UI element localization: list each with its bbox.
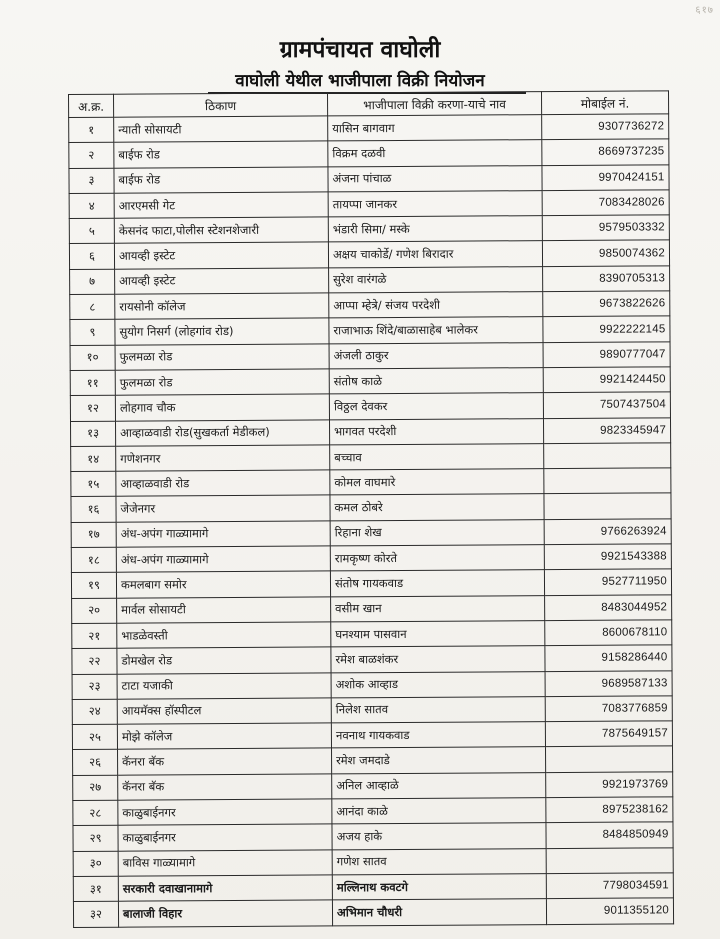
cell-location: आरएमसी गेट: [114, 192, 328, 219]
table-row: [69, 190, 669, 219]
page-subtitle: वाघोली येथील भाजीपाला विक्री नियोजन: [235, 71, 485, 91]
cell-serial-number: १: [69, 117, 114, 143]
cell-mobile-number: 9850074362: [542, 240, 669, 266]
table-row: [70, 266, 670, 295]
cell-mobile-number: [545, 746, 672, 772]
cell-serial-number: १९: [71, 573, 116, 599]
cell-location: फुलमळा रोड: [115, 369, 329, 396]
cell-serial-number: २२: [72, 648, 117, 674]
cell-mobile-number: [544, 443, 671, 469]
cell-vendor-name: विठ्ठल देवकर: [329, 393, 543, 420]
cell-serial-number: २८: [73, 800, 118, 826]
cell-location: मार्वल सोसायटी: [117, 597, 331, 624]
table-row: [73, 797, 673, 826]
cell-vendor-name: आनंदा काळे: [332, 798, 546, 825]
cell-vendor-name: रिहाना शेख: [330, 519, 544, 546]
cell-serial-number: १२: [70, 395, 115, 421]
cell-vendor-name: मल्लिनाथ कवटगे: [332, 873, 546, 900]
cell-vendor-name: भागवत परदेशी: [329, 418, 543, 445]
cell-mobile-number: 7875649157: [545, 721, 672, 747]
table-row: [71, 519, 671, 548]
cell-mobile-number: 9766263924: [544, 519, 671, 545]
cell-mobile-number: 8484850949: [546, 822, 673, 848]
cell-vendor-name: अक्षय चाकोर्डे/ गणेश बिरादार: [328, 241, 542, 268]
cell-mobile-number: 9922222145: [543, 316, 670, 342]
cell-location: कॅनरा बॅक: [118, 748, 332, 775]
table-row: [72, 594, 672, 623]
cell-mobile-number: 7083776859: [545, 696, 672, 722]
cell-location: कमलबाग समोर: [116, 571, 330, 598]
cell-location: सुयोग निसर्ग (लोहगांव रोड): [115, 318, 329, 345]
table-row: [70, 392, 670, 421]
cell-vendor-name: कमल ठोबरे: [330, 494, 544, 521]
cell-mobile-number: 9970424151: [542, 164, 669, 190]
table-row: [73, 847, 673, 876]
cell-vendor-name: भंडारी सिमा/ मस्के: [328, 216, 542, 243]
cell-location: रायसोनी कॉलेज: [115, 293, 329, 320]
cell-mobile-number: 8600678110: [545, 620, 672, 646]
table-row: [72, 696, 672, 725]
cell-location: अंध-अपंग गाळ्यामागे: [116, 546, 330, 573]
cell-mobile-number: 9890777047: [543, 341, 670, 367]
cell-mobile-number: [544, 493, 671, 519]
cell-location: डोमखेल रोड: [117, 647, 331, 674]
cell-mobile-number: 9689587133: [545, 670, 672, 696]
column-header-location: ठिकाण: [114, 93, 328, 117]
cell-location: बाईफ रोड: [114, 167, 328, 194]
cell-mobile-number: 9921424450: [543, 367, 670, 393]
cell-vendor-name: अभिमान चौधरी: [332, 899, 546, 926]
cell-mobile-number: 9921543388: [544, 544, 671, 570]
cell-serial-number: १८: [71, 547, 116, 573]
cell-vendor-name: घनश्याम पासवान: [331, 621, 545, 648]
cell-location: बाविस गाळ्यामागे: [118, 850, 332, 877]
cell-vendor-name: विक्रम दळवी: [328, 140, 542, 167]
cell-vendor-name: रामकृष्ण कोरते: [330, 545, 544, 572]
cell-location: टाटा यजाकी: [117, 672, 331, 699]
cell-serial-number: १५: [71, 471, 116, 497]
table-row: [69, 215, 669, 244]
cell-location: बालाजी विहार: [118, 900, 332, 927]
table-row: [71, 544, 671, 573]
cell-vendor-name: अंजली ठाकुर: [329, 342, 543, 369]
cell-mobile-number: [544, 468, 671, 494]
cell-serial-number: ७: [70, 269, 115, 295]
table-row: [72, 645, 672, 674]
cell-vendor-name: बच्चाव: [330, 443, 544, 470]
cell-serial-number: ३२: [73, 901, 118, 927]
cell-serial-number: २७: [73, 775, 118, 801]
cell-mobile-number: 9673822626: [543, 291, 670, 317]
table-row: [70, 291, 670, 320]
table-row: [71, 468, 671, 497]
cell-serial-number: २३: [72, 674, 117, 700]
cell-vendor-name: तायप्पा जानकर: [328, 190, 542, 217]
cell-location: कॅनरा बॅक: [118, 774, 332, 801]
cell-serial-number: २६: [73, 750, 118, 776]
cell-vendor-name: संतोष काळे: [329, 368, 543, 395]
cell-vendor-name: अंजना पांचाळ: [328, 165, 542, 192]
cell-location: लोहगाव चौक: [115, 394, 329, 421]
cell-mobile-number: 9011355120: [546, 898, 673, 924]
cell-location: न्याती सोसायटी: [114, 116, 328, 143]
cell-location: मोझे कॉलेज: [117, 723, 331, 750]
cell-location: अंध-अपंग गाळ्यामागे: [116, 521, 330, 548]
cell-location: फुलमळा रोड: [115, 344, 329, 371]
table-row: [70, 417, 670, 446]
cell-location: आयव्ही इस्टेट: [115, 268, 329, 295]
cell-serial-number: ९: [70, 320, 115, 346]
cell-serial-number: ३०: [73, 851, 118, 877]
cell-mobile-number: 9921973769: [546, 772, 673, 798]
cell-location: आयव्ही इस्टेट: [114, 242, 328, 269]
table-row: [70, 341, 670, 370]
table-row: [69, 114, 669, 143]
cell-mobile-number: 8390705313: [543, 266, 670, 292]
table-row: [69, 240, 669, 269]
cell-location: काळुबाईनगर: [118, 799, 332, 826]
cell-location: भाडळेवस्ती: [117, 622, 331, 649]
cell-vendor-name: अशोक आव्हाड: [331, 671, 545, 698]
cell-serial-number: ११: [70, 370, 115, 396]
table-row: [71, 569, 671, 598]
cell-vendor-name: यासिन बागवाग: [328, 115, 542, 142]
cell-serial-number: २९: [73, 826, 118, 852]
cell-serial-number: २०: [72, 598, 117, 624]
cell-vendor-name: गणेश सातव: [332, 848, 546, 875]
cell-vendor-name: नवनाथ गायकवाड: [331, 722, 545, 749]
cell-mobile-number: 7083428026: [542, 190, 669, 216]
cell-mobile-number: 9823345947: [543, 417, 670, 443]
cell-location: जेजेनगर: [116, 495, 330, 522]
page-title: ग्रामपंचायत वाघोली: [279, 37, 441, 63]
cell-mobile-number: 7507437504: [543, 392, 670, 418]
table-row: [71, 493, 671, 522]
cell-serial-number: १०: [70, 345, 115, 371]
cell-serial-number: २: [69, 143, 114, 169]
cell-serial-number: ८: [70, 294, 115, 320]
cell-serial-number: १६: [71, 497, 116, 523]
table-row: [72, 620, 672, 649]
cell-vendor-name: रमेश जमदाडे: [332, 747, 546, 774]
cell-serial-number: ४: [69, 193, 114, 219]
cell-vendor-name: अनिल आव्हाळे: [332, 772, 546, 799]
cell-mobile-number: 9158286440: [545, 645, 672, 671]
cell-vendor-name: आप्पा म्हेत्रे/ संजय परदेशी: [329, 292, 543, 319]
cell-mobile-number: 9527711950: [544, 569, 671, 595]
cell-mobile-number: 9579503332: [542, 215, 669, 241]
column-header-mobile: मोबाईल नं.: [541, 91, 668, 115]
cell-location: सरकारी दवाखानामागे: [118, 875, 332, 902]
table-row: [73, 772, 673, 801]
cell-serial-number: ५: [69, 218, 114, 244]
cell-vendor-name: राजाभाऊ शिंदे/बाळासाहेब भालेकर: [329, 317, 543, 344]
cell-serial-number: ३१: [73, 876, 118, 902]
cell-vendor-name: वसीम खान: [331, 595, 545, 622]
cell-location: बाईफ रोड: [114, 141, 328, 168]
column-header-serial: अ.क्र.: [69, 94, 114, 117]
cell-serial-number: १४: [71, 446, 116, 472]
cell-vendor-name: निलेश सातव: [331, 696, 545, 723]
cell-location: आव्हाळवाडी रोड(सुखकर्ता मेडीकल): [115, 419, 329, 446]
cell-mobile-number: 8975238162: [546, 797, 673, 823]
cell-serial-number: ३: [69, 168, 114, 194]
cell-location: गणेशनगर: [116, 445, 330, 472]
cell-mobile-number: 8483044952: [545, 594, 672, 620]
cell-serial-number: ६: [69, 244, 114, 270]
cell-location: केसनंद फाटा,पोलीस स्टेशनशेजारी: [114, 217, 328, 244]
cell-vendor-name: रमेश बाळशंकर: [331, 646, 545, 673]
table-row: [72, 670, 672, 699]
cell-mobile-number: 7798034591: [546, 873, 673, 899]
cell-vendor-name: संतोष गायकवाड: [330, 570, 544, 597]
cell-vendor-name: अजय हाके: [332, 823, 546, 850]
cell-serial-number: १७: [71, 522, 116, 548]
table-row: [73, 898, 673, 927]
vendor-table: [68, 90, 674, 927]
cell-mobile-number: [546, 847, 673, 873]
cell-serial-number: २१: [72, 623, 117, 649]
cell-location: आव्हाळवाडी रोड: [116, 470, 330, 497]
table-row: [70, 316, 670, 345]
table-row: [72, 721, 672, 750]
cell-location: आयमॅक्स हॉस्पीटल: [117, 698, 331, 725]
table-row: [69, 164, 669, 193]
table-row: [71, 443, 671, 472]
cell-mobile-number: 8669737235: [542, 139, 669, 165]
table-row: [73, 873, 673, 902]
cell-serial-number: २५: [72, 724, 117, 750]
cell-location: काळुबाईनगर: [118, 824, 332, 851]
table-row: [73, 746, 673, 775]
column-header-vendor-name: भाजीपाला विक्री करणा-याचे नाव: [327, 92, 541, 116]
cell-vendor-name: कोमल वाघमारे: [330, 469, 544, 496]
table-row: [69, 139, 669, 168]
cell-vendor-name: सुरेश वारंगळे: [329, 266, 543, 293]
cell-serial-number: २४: [72, 699, 117, 725]
cell-mobile-number: 9307736272: [542, 114, 669, 140]
page-corner-mark: ६१७: [695, 5, 714, 16]
table-row: [73, 822, 673, 851]
table-row: [70, 367, 670, 396]
cell-serial-number: १३: [70, 421, 115, 447]
